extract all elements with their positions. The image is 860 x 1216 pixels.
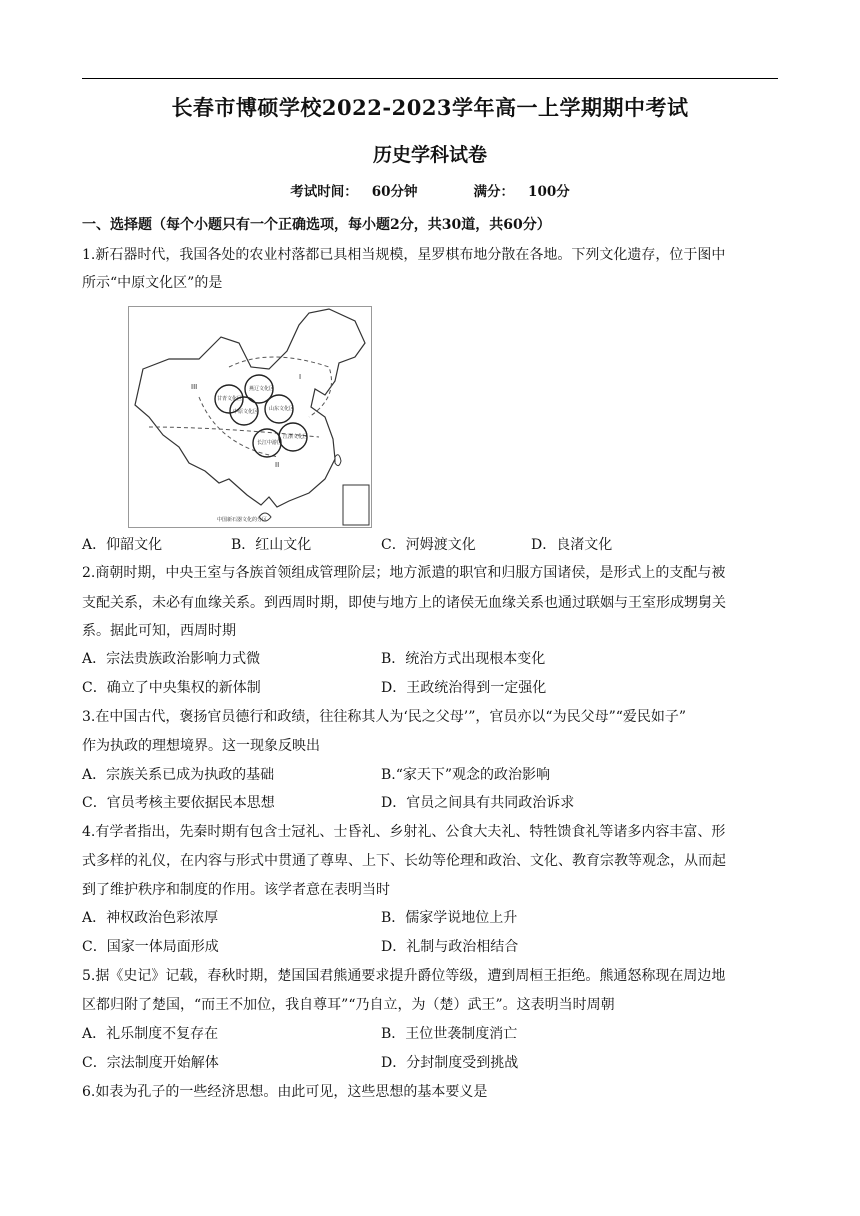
exam-info	[0, 180, 860, 200]
q2-option-b: B．统治方式出现根本变化	[381, 651, 546, 667]
q2-line-2: 支配关系，未必有血缘关系。到西周时期，即使与地方上的诸侯无血缘关系也通过联姻与王室形成甥舅关	[82, 595, 726, 611]
q5-option-b: B．王位世袭制度消亡	[381, 1026, 518, 1042]
q3-line-2: 作为执政的理想境界。这一现象反映出	[82, 738, 320, 754]
q2-line-1: 2.商朝时期，中央王室与各族首领组成管理阶层；地方派遣的职官和归服方国诸侯，是形式上的支配与被	[82, 565, 726, 581]
q5-line-1: 5.据《史记》记载，春秋时期，楚国国君熊通要求提升爵位等级，遭到周桓王拒绝。熊通怒称现在周边地	[82, 968, 726, 984]
q5-option-a: A．礼乐制度不复存在	[82, 1026, 219, 1042]
region-label-ii: II	[275, 461, 280, 469]
label-gansu-qinghai: 甘青文化区	[217, 396, 243, 402]
q1-option-c: C．河姆渡文化	[381, 537, 476, 553]
q1-option-d: D．良渚文化	[531, 537, 613, 553]
q3-option-d: D．官员之间具有共同政治诉求	[381, 795, 575, 811]
q4-option-d: D．礼制与政治相结合	[381, 939, 519, 955]
label-changjiang: 长江中游区	[257, 440, 283, 446]
time-value: 60分钟	[371, 184, 418, 200]
q4-option-b: B．儒家学说地位上升	[381, 910, 518, 926]
map-caption: 中国新石器文化的分区	[217, 517, 268, 523]
q2-option-d: D．王政统治得到一定强化	[381, 680, 547, 696]
q4-option-c: C．国家一体局面形成	[82, 939, 219, 955]
region-label-iii: III	[191, 383, 198, 391]
q2-option-a: A．宗法贵族政治影响力式微	[82, 651, 261, 667]
q1-line-2: 所示“中原文化区”的是	[82, 275, 223, 291]
q3-option-c: C．官员考核主要依据民本思想	[82, 795, 275, 811]
q2-line-3: 系。据此可知，西周时期	[82, 623, 236, 639]
top-rule	[82, 78, 778, 79]
exam-subtitle: 历史学科试卷	[372, 144, 487, 166]
neolithic-culture-map	[128, 306, 372, 528]
south-sea-inset	[343, 485, 369, 525]
q5-line-2: 区都归附了楚国，“而王不加位，我自尊耳”“乃自立，为（楚）武王”。这表明当时周朝	[82, 997, 615, 1013]
q4-line-3: 到了维护秩序和制度的作用。该学者意在表明当时	[82, 882, 390, 898]
section-heading: 一、选择题（每个小题只有一个正确选项，每小题2分，共30道，共60分）	[82, 217, 551, 233]
boundary-west	[199, 397, 279, 457]
taiwan-island	[335, 455, 341, 466]
q1-option-a: A．仰韶文化	[82, 537, 163, 553]
label-jiangzhe: 江浙文化区	[283, 434, 309, 440]
q3-line-1: 3.在中国古代，褒扬官员德行和政绩，往往称其人为‘民之父母’”，官员亦以“为民父母”“爱民如子”	[82, 709, 687, 725]
q3-option-b: B.“家天下”观念的政治影响	[381, 767, 551, 783]
china-outline	[135, 309, 365, 507]
label-yanliao: 燕辽文化区	[249, 386, 275, 392]
region-label-i: I	[299, 373, 302, 381]
label-shandong: 山东文化区	[269, 406, 295, 412]
q5-option-c: C．宗法制度开始解体	[82, 1055, 219, 1071]
q4-line-2: 式多样的礼仪，在内容与形式中贯通了尊卑、上下、长幼等伦理和政治、文化、教育宗教等观念，从而起	[82, 853, 726, 869]
score-label: 满分：	[473, 184, 515, 200]
q4-line-1: 4.有学者指出，先秦时期有包含士冠礼、士昏礼、乡射礼、公食大夫礼、特牲馈食礼等诸多内容丰富、形	[82, 824, 726, 840]
q3-option-a: A．宗族关系已成为执政的基础	[82, 767, 275, 783]
time-label: 考试时间：	[290, 184, 358, 200]
china-map-svg	[129, 307, 371, 527]
label-zhongyuan: 中原文化区	[233, 409, 259, 415]
exam-title: 长春市博硕学校2022-2023学年高一上学期期中考试	[171, 95, 689, 120]
q1-option-b: B．红山文化	[231, 537, 312, 553]
score-value: 100分	[528, 184, 570, 200]
q2-option-c: C．确立了中央集权的新体制	[82, 680, 261, 696]
q5-option-d: D．分封制度受到挑战	[381, 1055, 519, 1071]
q6-line-1: 6.如表为孔子的一些经济思想。由此可见，这些思想的基本要义是	[82, 1084, 488, 1100]
q4-option-a: A．神权政治色彩浓厚	[82, 910, 219, 926]
q1-line-1: 1.新石器时代，我国各处的农业村落都已具相当规模，星罗棋布地分散在各地。下列文化遗存，位于图中	[82, 247, 726, 263]
